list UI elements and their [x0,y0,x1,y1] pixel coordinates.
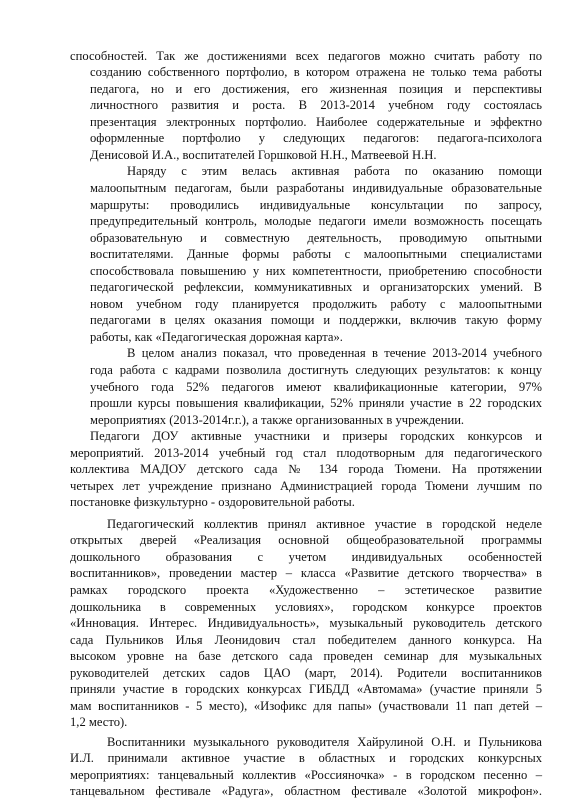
text-line: новом учебном году планируется продолжить работу с малоопытными [90,297,542,311]
text-line: малоопытным педагогам, были разработаны индивидуальные образовательные [90,181,542,195]
text-line: презентация электронных портфолио. Наиболее содержательные и эффектно [90,115,542,129]
text-line: мероприятиях: танцевальный коллектив «Россияночка» - в городском песенно – [70,768,542,782]
text-line: воспитанников», проведении мастер – класса «Развитие детского творчества» в [70,566,542,580]
text-line: прошли курсы повышения квалификации, 52% приняли участие в 22 городских [90,396,542,410]
text-line: 1,2 место). [70,715,128,729]
text-line: мероприятий. 2013-2014 учебный год стал плодотворным для педагогического [70,446,542,460]
text-line: высоком уровне на базе детского сада проведен семинар для музыкальных [70,649,542,663]
text-line: четырех лет учреждение признано Администрацией города Тюмени лучшим по [70,479,542,493]
text-line: года работа с кадрами позволила достигнуть следующих результатов: к концу [90,363,542,377]
text-line: Наряду с этим велась активная работа по оказанию помощи [127,164,542,178]
text-line: маршруты: проводились индивидуальные консультации по запросу, [90,198,542,212]
text-line: мероприятиях (2013-2014г.г.), а также организованных в учреждении. [90,413,465,427]
text-line: Педагоги ДОУ активные участники и призеры городских конкурсов и [90,429,542,443]
text-line: педагогической рефлексии, коммуникативных и организаторских умений. В [90,280,542,294]
text-line: Педагогический коллектив принял активное участие в городской неделе [107,517,542,531]
text-line: мам воспитанников - 5 место), «Изофикс для папы» (участвовали 11 пап детей – [70,699,542,713]
text-line: открытых дверей «Реализация основной общеобразовательной программы [70,533,542,547]
text-line: приняли участие в городских конкурсах ГИБДД «Автомама» (участие приняли 5 [70,682,542,696]
text-line: сада Пульников Илья Леонидович стал победителем данного конкурса. На [70,633,542,647]
text-line: созданию собственного портфолио, в котором отражена не только тема работы [90,65,542,79]
text-line: педагога, но и его достижения, его жизненная позиция и перспективы [90,82,542,96]
text-line: способствовала повышению у них компетентности, приобретению способности [90,264,542,278]
text-line: рамках городского проекта «Художественно – эстетическое развитие [70,583,542,597]
text-line: В целом анализ показал, что проведенная в течение 2013-2014 учебного [127,346,542,360]
text-line: способностей. Так же достижениями всех педагогов можно считать работу по [70,49,542,63]
text-line: личностного развития и роста. В 2013-2014 учебном году состоялась [90,98,542,112]
text-line: работы, как «Педагогическая дорожная карта». [90,330,343,344]
text-line: Воспитанники музыкального руководителя Хайрулиной О.Н. и Пульникова [107,735,542,749]
text-line: «Инновация. Интерес. Индивидуальность», музыкальный руководитель детского [70,616,542,630]
text-line: дошкольного образования с учетом индивидуальных особенностей [70,550,542,564]
text-line: педагогами в целях оказания помощи и поддержки, включив такую форму [90,313,542,327]
text-line: воспитателями. Данные формы работы с малоопытными специалистами [90,247,542,261]
text-line: коллектива МАДОУ детского сада № 134 города Тюмени. На протяжении [70,462,542,476]
text-line: дошкольника в современных условиях», городском конкурсе проектов [70,600,542,614]
text-line: учебного года 52% педагогов имеют квалификационные категории, 97% [90,380,542,394]
text-line: танцевальном фестивале «Радуга», областном фестивале «Золотой микрофон». [70,784,542,798]
text-line: постановке физкультурно - оздоровительной работы. [70,495,355,509]
text-line: образовательную и совместную деятельность, проводимую опытными [90,231,542,245]
text-line: И.Л. принимали активное участие в областных и городских конкурсных [70,751,542,765]
text-line: руководителей детских садов ЦАО (март, 2014). Родители воспитанников [70,666,542,680]
text-line: оформленные портфолио у следующих педагогов: педагога-психолога [90,131,542,145]
text-line: предупредительный контроль, молодые педагоги имели возможность посещать [90,214,542,228]
text-line: Денисовой И.А., воспитателей Горшковой Н.Н., Матвеевой Н.Н. [90,148,437,162]
